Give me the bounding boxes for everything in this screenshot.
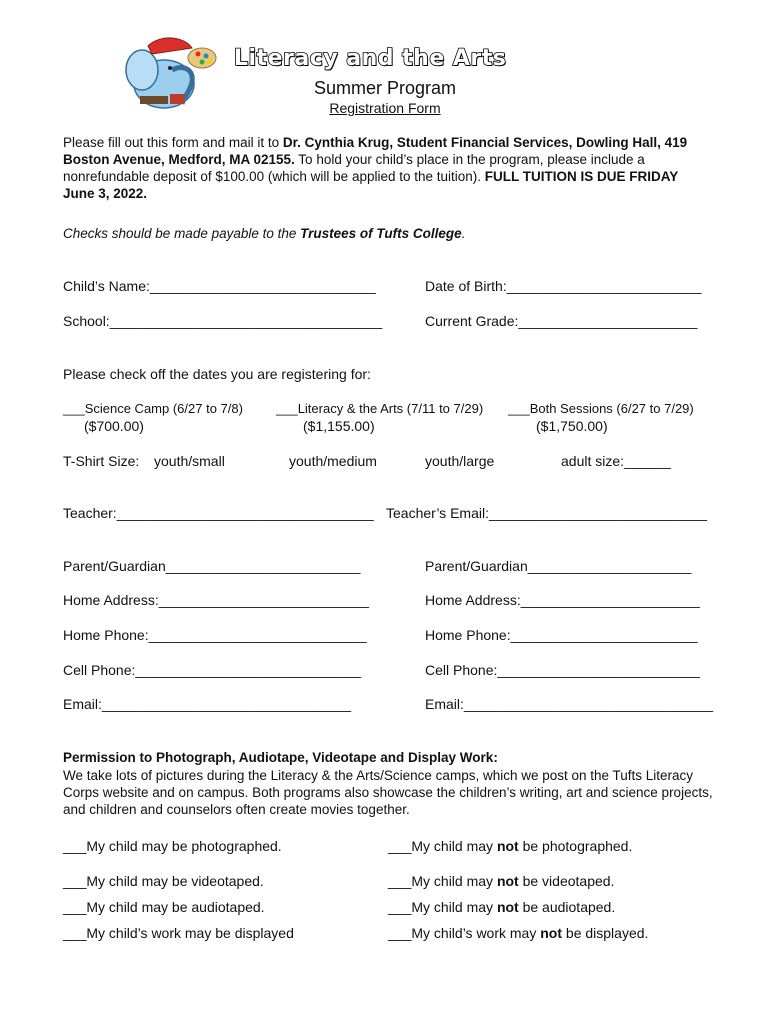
option-literacy-arts[interactable]: ___Literacy & the Arts (7/11 to 7/29) [276, 401, 484, 416]
tshirt-label: T-Shirt Size: [63, 453, 140, 469]
cell-phone1-field[interactable]: Cell Phone:_____________________________ [63, 662, 362, 678]
consent-videotaped[interactable]: ___My child may be videotaped. [63, 873, 264, 889]
email2-field[interactable]: Email:________________________________ [425, 696, 714, 712]
home-phone1-field[interactable]: Home Phone:____________________________ [63, 627, 367, 643]
teacher-field[interactable]: Teacher:_________________________________ [63, 505, 374, 521]
tshirt-adult-size[interactable]: adult size:______ [561, 453, 671, 469]
tuition-due: FULL TUITION IS DUE FRIDAY June 3, 2022. [63, 169, 679, 201]
consent-photographed[interactable]: ___My child may be photographed. [63, 838, 282, 854]
tshirt-youth-small[interactable]: youth/small [154, 453, 225, 469]
permission-body: We take lots of pictures during the Literacy & the Arts/Science camps, which we post on the Tufts Literacy Corps website and on campus. Both programs also showcase the children’s writing, art and science projects, and children and counselors often create movies together. [63, 768, 713, 817]
home-phone2-field[interactable]: Home Phone:________________________ [425, 627, 698, 643]
consent-work-displayed[interactable]: ___My child’s work may be displayed [63, 925, 294, 941]
option-science-camp[interactable]: ___Science Camp (6/27 to 7/8) [63, 401, 243, 416]
mailing-address: Dr. Cynthia Krug, Student Financial Services, Dowling Hall, 419 Boston Avenue, Medford, MA 02155. [63, 135, 688, 167]
checks-note: Checks should be made payable to the Trustees of Tufts College. [63, 226, 466, 241]
decline-videotaped[interactable]: ___My child may not be videotaped. [388, 873, 615, 889]
decline-audiotaped[interactable]: ___My child may not be audiotaped. [388, 899, 616, 915]
dates-prompt: Please check off the dates you are registering for: [63, 366, 371, 382]
grade-field[interactable]: Current Grade:_______________________ [425, 313, 698, 329]
parent2-field[interactable]: Parent/Guardian_____________________ [425, 558, 692, 574]
child-name-field[interactable]: Child’s Name:_____________________________ [63, 278, 376, 294]
permission-heading: Permission to Photograph, Audiotape, Videotape and Display Work: [63, 750, 498, 765]
tshirt-youth-large[interactable]: youth/large [425, 453, 495, 469]
tshirt-youth-medium[interactable]: youth/medium [289, 453, 377, 469]
form-name: Registration Form [329, 100, 441, 116]
teacher-email-field[interactable]: Teacher’s Email:____________________________ [386, 505, 707, 521]
home-address1-field[interactable]: Home Address:___________________________ [63, 592, 369, 608]
price-both-sessions: ($1,750.00) [536, 418, 608, 434]
program-subtitle: Summer Program [313, 78, 457, 98]
checks-payee: Trustees of Tufts College [300, 226, 462, 241]
option-both-sessions[interactable]: ___Both Sessions (6/27 to 7/29) [508, 401, 694, 416]
dob-field[interactable]: Date of Birth:_________________________ [425, 278, 702, 294]
decline-work-displayed[interactable]: ___My child’s work may not be displayed. [388, 925, 649, 941]
cell-phone2-field[interactable]: Cell Phone:__________________________ [425, 662, 700, 678]
decline-photographed[interactable]: ___My child may not be photographed. [388, 838, 633, 854]
email1-field[interactable]: Email:________________________________ [63, 696, 352, 712]
price-science-camp: ($700.00) [84, 418, 144, 434]
price-literacy-arts: ($1,155.00) [303, 418, 375, 434]
intro-paragraph: Please fill out this form and mail it to Dr. Cynthia Krug, Student Financial Services, Dowling Hall, 419 Boston Avenue, Medford, MA 02155. To hold your child’s place in the program, please include a nonrefundable deposit of $100.00 (which will be applied to the tuition). FULL TUITION IS DUE FRIDAY June 3, 2022. [63, 135, 688, 201]
school-field[interactable]: School:___________________________________ [63, 313, 383, 329]
home-address2-field[interactable]: Home Address:_______________________ [425, 592, 700, 608]
program-title: Literacy and the Arts [234, 46, 507, 71]
consent-audiotaped[interactable]: ___My child may be audiotaped. [63, 899, 265, 915]
parent1-field[interactable]: Parent/Guardian_________________________ [63, 558, 361, 574]
